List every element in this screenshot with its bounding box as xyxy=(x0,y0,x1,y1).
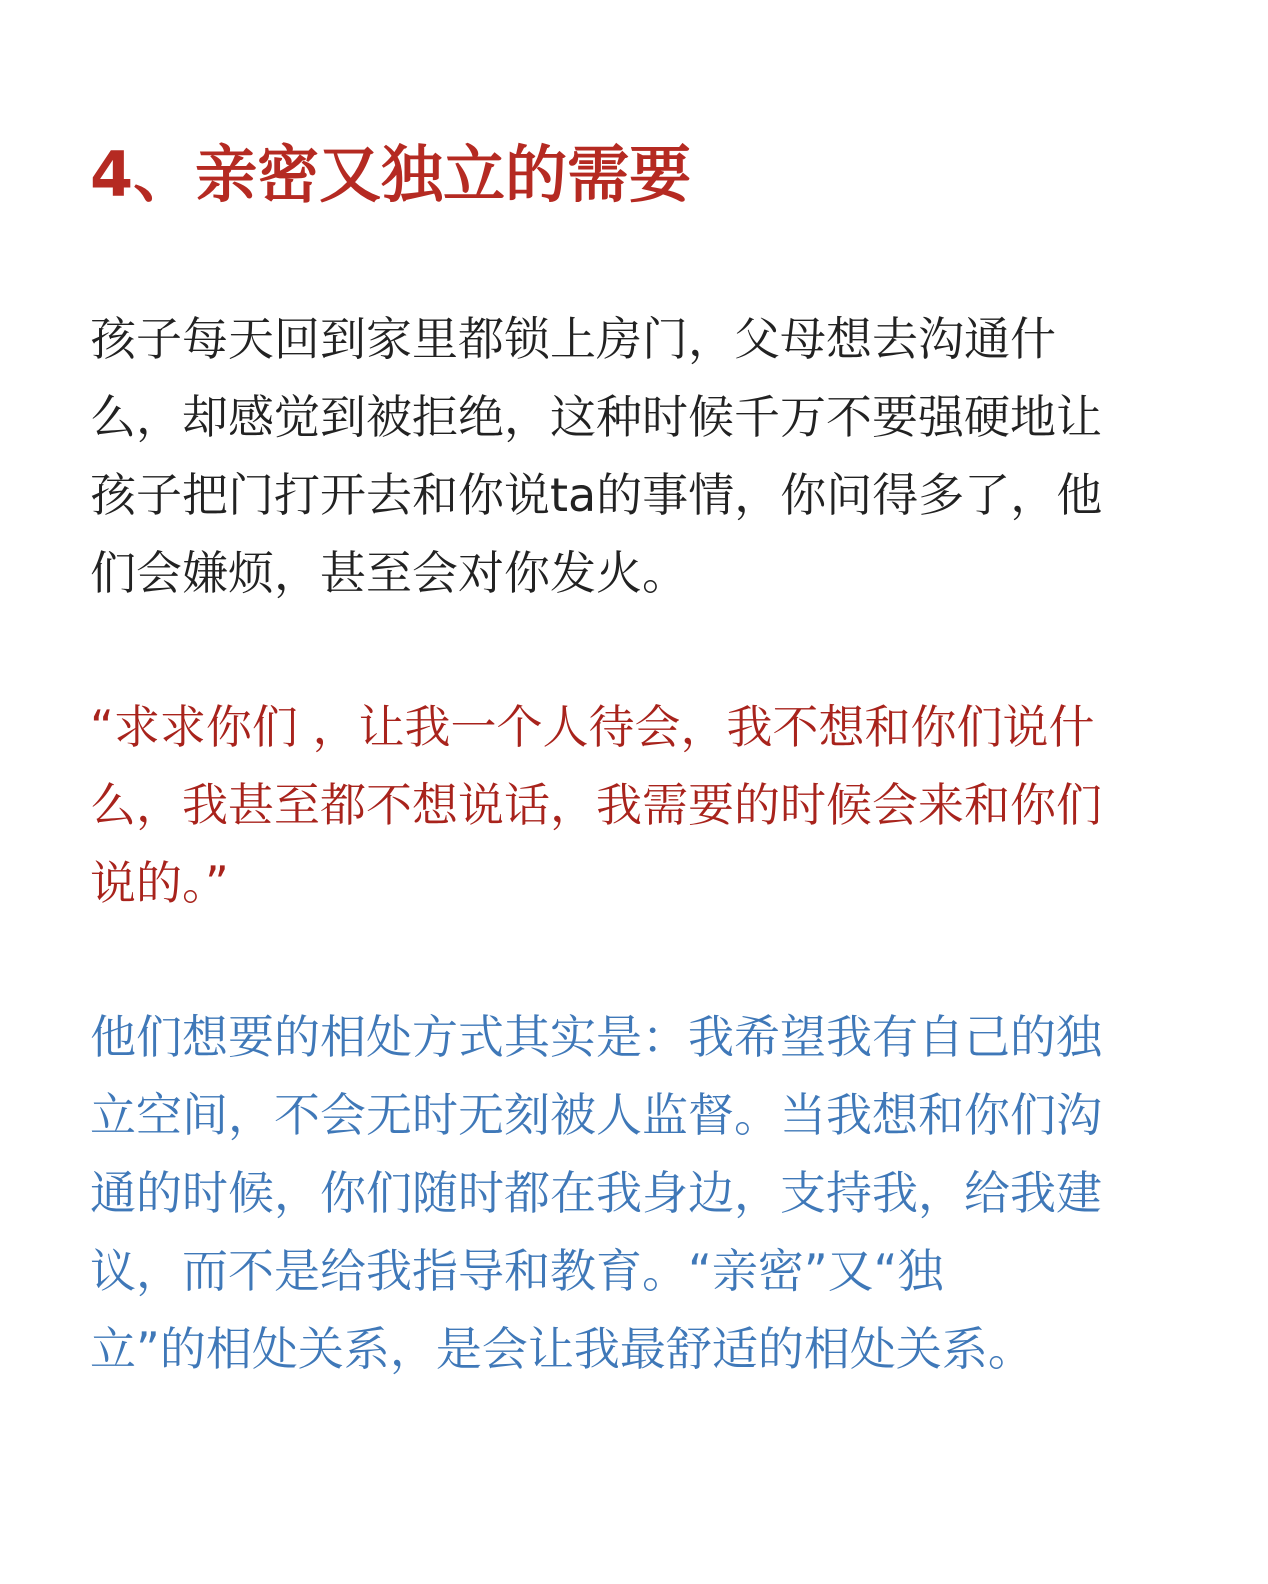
quote-line: “求求你们 ，让我一个人待会，我不想和你们说什 xyxy=(90,700,1095,754)
body-line: 们会嫌烦，甚至会对你发火。 xyxy=(90,546,688,600)
body-line: 孩子每天回到家里都锁上房门，父母想去沟通什 xyxy=(90,312,1056,366)
blue-line: 立”的相处关系，是会让我最舒适的相处关系。 xyxy=(90,1322,1034,1376)
blue-line: 他们想要的相处方式其实是：我希望我有自己的独 xyxy=(90,1010,1102,1064)
child-perspective-paragraph xyxy=(90,998,1180,1388)
body-paragraph xyxy=(90,300,1180,612)
body-line: 孩子把门打开去和你说ta的事情，你问得多了，他 xyxy=(90,468,1103,522)
quote-paragraph xyxy=(90,688,1180,922)
blue-line: 议，而不是给我指导和教育。“亲密”又“独 xyxy=(90,1244,944,1298)
quote-line: 说的。” xyxy=(90,856,229,910)
body-line: 么，却感觉到被拒绝，这种时候千万不要强硬地让 xyxy=(90,390,1102,444)
blue-line: 通的时候，你们随时都在我身边，支持我，给我建 xyxy=(90,1166,1102,1220)
quote-line: 么，我甚至都不想说话，我需要的时候会来和你们 xyxy=(90,778,1102,832)
section-heading: 4、亲密又独立的需要 xyxy=(90,138,692,211)
blue-line: 立空间，不会无时无刻被人监督。当我想和你们沟 xyxy=(90,1088,1102,1142)
